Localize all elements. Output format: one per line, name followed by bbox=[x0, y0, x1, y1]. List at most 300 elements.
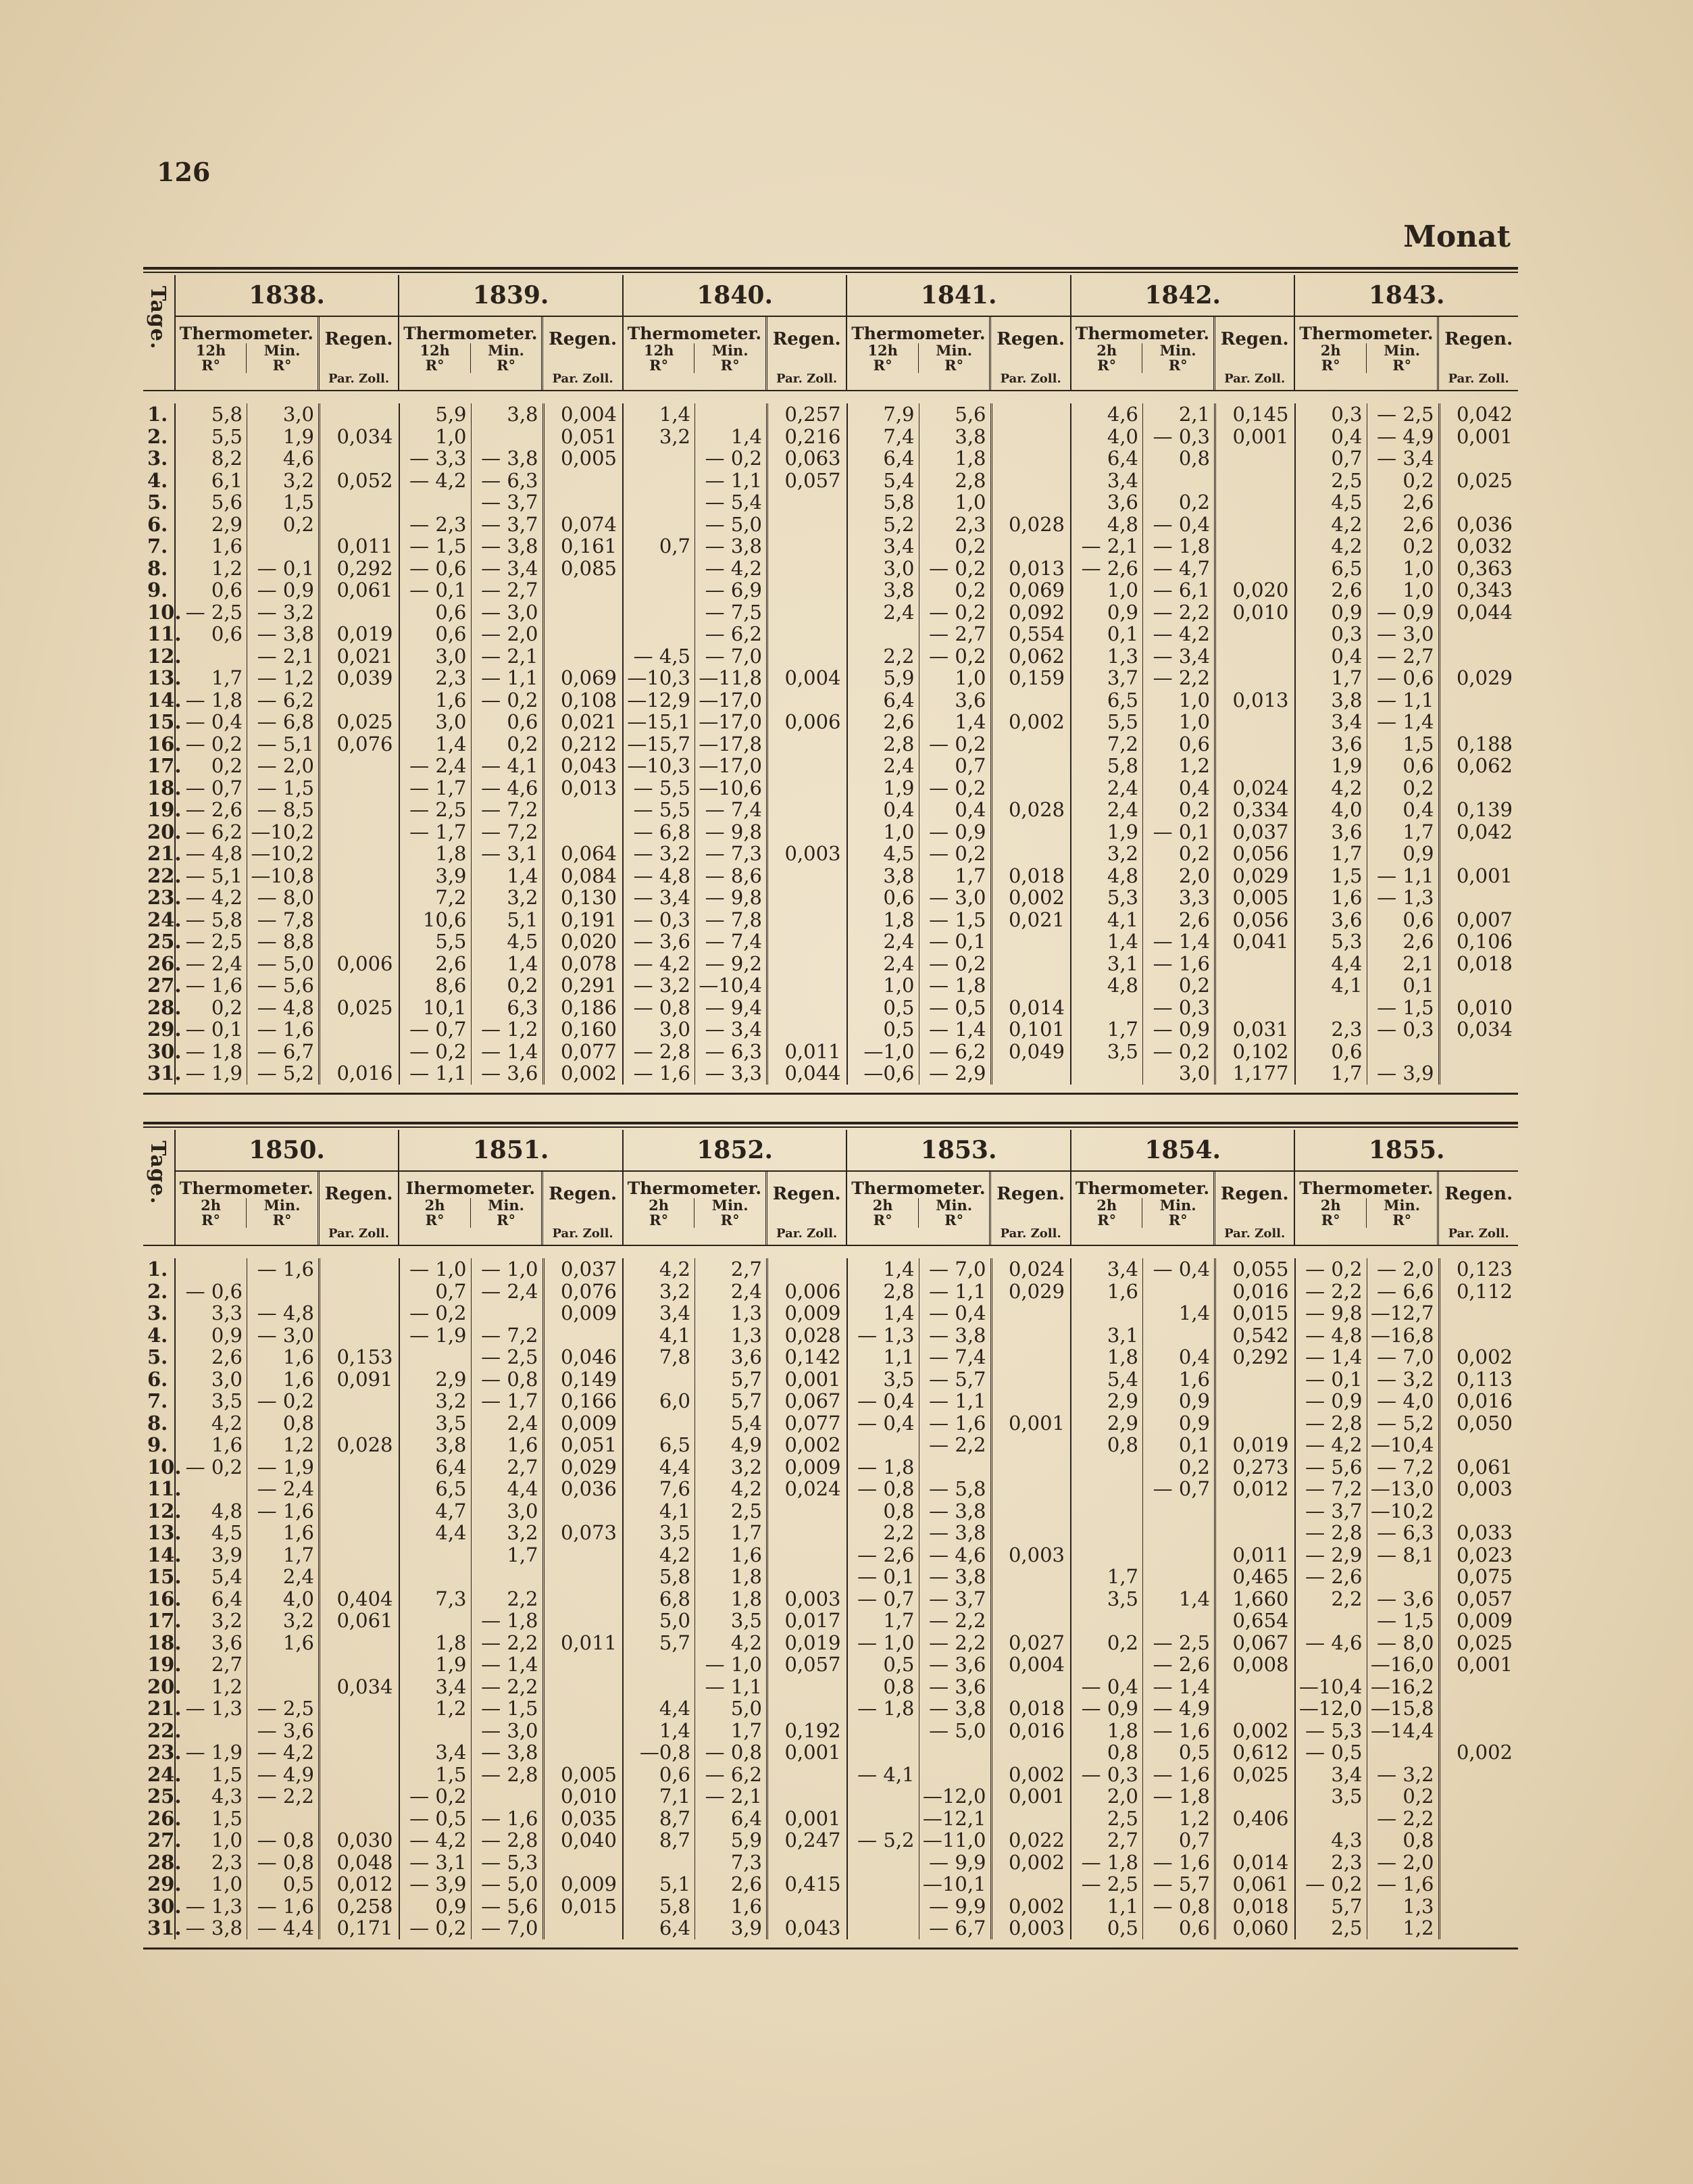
temp-cell: — 2,9 bbox=[1305, 1543, 1363, 1566]
min-cell: 0,1 bbox=[1403, 974, 1434, 997]
temp-cell bbox=[400, 1720, 471, 1742]
temp-cell: 8,7 bbox=[659, 1829, 690, 1852]
regen-cell: 0,034 bbox=[336, 424, 393, 448]
regen-header bbox=[320, 1172, 399, 1245]
min-cell: — 0,2 bbox=[929, 951, 986, 975]
regen-cell: 0,123 bbox=[1456, 1258, 1513, 1281]
year-subheader bbox=[399, 1172, 622, 1245]
min-cell: 0,2 bbox=[1178, 491, 1210, 514]
regen-cell: 0,160 bbox=[560, 1018, 617, 1041]
day-label: 15. bbox=[147, 710, 182, 733]
unit-label: R° bbox=[1321, 1212, 1340, 1228]
temp-cell: 5,5 bbox=[211, 424, 243, 448]
temp-cell bbox=[624, 470, 694, 492]
temp-cell: 3,5 bbox=[659, 1521, 690, 1544]
temp-cell: — 5,5 bbox=[633, 798, 690, 821]
temp-cell: 1,0 bbox=[883, 820, 915, 843]
year-title: 1842. bbox=[1071, 275, 1294, 317]
regen-cell: 0,042 bbox=[1456, 403, 1513, 426]
min-cell: — 6,9 bbox=[705, 578, 762, 601]
min-cell: 1,8 bbox=[955, 447, 986, 470]
hour-label: 2h bbox=[1096, 342, 1117, 359]
temp-cell bbox=[624, 601, 694, 624]
min-cell: 5,4 bbox=[730, 1411, 762, 1435]
min-cell bbox=[472, 426, 542, 448]
temp-cell bbox=[1296, 1610, 1367, 1632]
min-cell: 1,0 bbox=[1403, 578, 1434, 601]
regen-cell bbox=[320, 491, 399, 514]
temp-cell: — 9,8 bbox=[1305, 1301, 1363, 1324]
regen-cell bbox=[545, 470, 623, 492]
temp-cell: — 1,6 bbox=[185, 974, 243, 997]
min-cell: 3,2 bbox=[730, 1455, 762, 1479]
min-cell: 5,6 bbox=[955, 403, 986, 426]
year-title: 1854. bbox=[1071, 1130, 1294, 1172]
min-cell: — 7,3 bbox=[705, 842, 762, 865]
temp-cell bbox=[848, 1741, 919, 1764]
temp-cell: 2,5 bbox=[1107, 1806, 1138, 1830]
regen-cell: 0,046 bbox=[560, 1345, 617, 1368]
temp-cell: 1,4 bbox=[883, 1258, 915, 1281]
min-cell bbox=[1367, 1041, 1438, 1063]
regen-cell: 0,016 bbox=[1232, 1279, 1289, 1303]
thermometer-cols bbox=[1295, 1198, 1437, 1213]
temp-column bbox=[176, 1258, 247, 1939]
min-cell bbox=[1143, 1544, 1214, 1566]
temp-cell: — 5,6 bbox=[1305, 1455, 1363, 1479]
min-cell: —11,0 bbox=[922, 1829, 986, 1852]
min-cell: 1,5 bbox=[1403, 732, 1434, 755]
regen-cell bbox=[545, 1741, 623, 1764]
regen-unit: Par. Zoll. bbox=[552, 1226, 613, 1241]
temp-cell: 4,8 bbox=[1107, 512, 1138, 536]
temp-cell: 0,8 bbox=[1107, 1433, 1138, 1456]
regen-cell: 0,005 bbox=[560, 447, 617, 470]
regen-header bbox=[991, 317, 1070, 390]
min-column bbox=[1142, 403, 1216, 1085]
min-cell: — 0,8 bbox=[481, 1367, 538, 1391]
min-cell: — 0,9 bbox=[929, 820, 986, 843]
min-cell: 0,2 bbox=[1178, 974, 1210, 997]
min-cell: 1,4 bbox=[507, 951, 538, 975]
regen-cell: 0,076 bbox=[560, 1279, 617, 1303]
temp-cell: 2,3 bbox=[211, 1850, 243, 1874]
regen-cell bbox=[1440, 711, 1519, 733]
regen-cell bbox=[545, 601, 623, 624]
min-cell: — 3,7 bbox=[481, 512, 538, 536]
regen-cell bbox=[992, 447, 1071, 470]
min-cell: — 4,0 bbox=[1377, 1389, 1434, 1412]
min-cell: — 5,6 bbox=[481, 1894, 538, 1918]
day-label: 5. bbox=[147, 491, 168, 514]
temp-cell: 3,0 bbox=[435, 710, 467, 733]
regen-cell: 0,003 bbox=[1008, 1543, 1065, 1566]
min-cell: 1,6 bbox=[282, 1367, 314, 1391]
temp-cell bbox=[176, 645, 247, 668]
temp-cell: 4,1 bbox=[1331, 974, 1363, 997]
day-label: 9. bbox=[147, 578, 168, 601]
day-label: 15. bbox=[147, 1565, 182, 1588]
regen-cell bbox=[545, 1544, 623, 1566]
min-cell: 1,2 bbox=[282, 1433, 314, 1456]
regen-cell bbox=[992, 1873, 1071, 1895]
temp-cell bbox=[1296, 997, 1367, 1019]
temp-cell: 1,9 bbox=[883, 776, 915, 799]
min-cell: — 2,1 bbox=[705, 1785, 762, 1808]
min-cell: — 8,6 bbox=[705, 864, 762, 887]
temp-cell: — 1,7 bbox=[409, 776, 467, 799]
regen-cell: 0,029 bbox=[560, 1455, 617, 1479]
regen-cell: 0,005 bbox=[1232, 886, 1289, 909]
regen-cell bbox=[992, 1610, 1071, 1632]
min-cell: — 0,2 bbox=[929, 842, 986, 865]
min-cell: 1,3 bbox=[730, 1301, 762, 1324]
regen-cell: 0,040 bbox=[560, 1829, 617, 1852]
temp-column bbox=[1071, 403, 1142, 1085]
temp-cell: 6,4 bbox=[883, 447, 915, 470]
min-cell: — 4,9 bbox=[1153, 1697, 1210, 1720]
min-cell: 3,9 bbox=[730, 1916, 762, 1939]
temp-cell: — 4,2 bbox=[185, 886, 243, 909]
temp-cell: — 4,2 bbox=[1305, 1433, 1363, 1456]
temp-cell: — 2,2 bbox=[1305, 1279, 1363, 1303]
unit-cols bbox=[1071, 1213, 1213, 1228]
regen-cell bbox=[1216, 1522, 1294, 1544]
temp-cell: 4,8 bbox=[211, 1499, 243, 1522]
temp-cell: 5,9 bbox=[883, 666, 915, 689]
regen-cell: 0,021 bbox=[336, 644, 393, 668]
temp-cell: 4,0 bbox=[1107, 424, 1138, 448]
temp-cell: 3,0 bbox=[435, 644, 467, 668]
regen-cell bbox=[320, 1018, 399, 1041]
temp-cell: 1,8 bbox=[1107, 1718, 1138, 1742]
temp-cell: 5,0 bbox=[659, 1609, 690, 1632]
temp-cell: — 1,9 bbox=[185, 1741, 243, 1764]
regen-cell: 0,062 bbox=[1456, 754, 1513, 777]
regen-cell bbox=[992, 1676, 1071, 1698]
min-cell: — 2,7 bbox=[1377, 644, 1434, 668]
temp-cell: 3,5 bbox=[435, 1411, 467, 1435]
temp-cell: 2,9 bbox=[211, 512, 243, 536]
temp-cell: 6,5 bbox=[1107, 688, 1138, 712]
thermometer-header bbox=[624, 1172, 767, 1245]
regen-cell: 0,001 bbox=[1008, 1785, 1065, 1808]
temp-cell bbox=[1071, 1478, 1142, 1500]
min-cell: 1,4 bbox=[730, 424, 762, 448]
min-label: Min. bbox=[246, 343, 318, 358]
min-cell: — 8,0 bbox=[1377, 1631, 1434, 1654]
temp-cell: — 6,8 bbox=[633, 820, 690, 843]
min-cell: 0,2 bbox=[1178, 842, 1210, 865]
regen-cell: 0,542 bbox=[1232, 1323, 1289, 1347]
regen-cell: 0,048 bbox=[336, 1850, 393, 1874]
regen-cell: 0,009 bbox=[560, 1301, 617, 1324]
regen-cell: 0,067 bbox=[784, 1389, 841, 1412]
temp-cell bbox=[848, 1917, 919, 1939]
regen-cell bbox=[320, 1041, 399, 1063]
regen-cell bbox=[545, 1610, 623, 1632]
regen-cell: 0,039 bbox=[336, 666, 393, 689]
min-cell: — 2,2 bbox=[1153, 666, 1210, 689]
regen-unit: Par. Zoll. bbox=[776, 372, 838, 386]
temp-cell bbox=[624, 579, 694, 601]
regen-column bbox=[1440, 1258, 1519, 1939]
regen-cell: 0,044 bbox=[1456, 600, 1513, 624]
min-cell: — 2,4 bbox=[481, 1279, 538, 1303]
min-cell: — 3,6 bbox=[929, 1653, 986, 1676]
regen-cell: 0,013 bbox=[560, 776, 617, 799]
unit-label: R° bbox=[873, 1212, 892, 1228]
min-cell: — 2,0 bbox=[257, 754, 314, 777]
regen-cell: 0,004 bbox=[784, 666, 841, 689]
bottom-rule bbox=[143, 1093, 1518, 1095]
temp-cell: — 4,8 bbox=[1305, 1323, 1363, 1347]
temp-cell: 1,9 bbox=[1331, 754, 1363, 777]
regen-cell: 0,102 bbox=[1232, 1039, 1289, 1063]
temp-cell: — 0,4 bbox=[185, 710, 243, 733]
regen-cell: 0,002 bbox=[1008, 1850, 1065, 1874]
min-cell: 0,2 bbox=[1178, 1455, 1210, 1479]
regen-cell bbox=[320, 799, 399, 821]
regen-cell bbox=[768, 974, 846, 997]
min-cell: 1,6 bbox=[730, 1543, 762, 1566]
min-cell: — 1,1 bbox=[1377, 688, 1434, 712]
temp-cell bbox=[176, 1720, 247, 1742]
temp-cell: 1,0 bbox=[883, 974, 915, 997]
min-cell: — 5,2 bbox=[1377, 1411, 1434, 1435]
temp-cell: 3,9 bbox=[435, 864, 467, 887]
regen-cell bbox=[320, 689, 399, 712]
temp-cell: 3,3 bbox=[211, 1301, 243, 1324]
min-cell: — 0,7 bbox=[1153, 1477, 1210, 1500]
min-cell: — 2,9 bbox=[929, 1062, 986, 1085]
temp-cell: 4,3 bbox=[211, 1785, 243, 1808]
min-cell: 2,6 bbox=[1403, 930, 1434, 953]
min-cell: — 4,8 bbox=[257, 1301, 314, 1324]
tage-header bbox=[143, 275, 176, 390]
min-cell: — 1,6 bbox=[1153, 1850, 1210, 1874]
thermometer-label: Thermometer. bbox=[179, 324, 313, 343]
day-label: 1. bbox=[147, 1258, 168, 1281]
regen-cell: 0,069 bbox=[1008, 578, 1065, 601]
min-cell: — 1,4 bbox=[929, 1018, 986, 1041]
temp-cell: 3,0 bbox=[883, 556, 915, 580]
min-cell: 2,0 bbox=[1178, 864, 1210, 887]
temp-cell: 0,6 bbox=[883, 886, 915, 909]
year-header bbox=[847, 1130, 1071, 1245]
min-cell: —12,7 bbox=[1370, 1301, 1434, 1324]
year-title: 1839. bbox=[399, 275, 622, 317]
temp-cell: 3,5 bbox=[211, 1389, 243, 1412]
temp-cell bbox=[848, 1808, 919, 1830]
day-label: 10. bbox=[147, 600, 182, 624]
min-cell: 0,7 bbox=[955, 754, 986, 777]
thermometer-label: Thermometer. bbox=[1299, 324, 1434, 343]
regen-cell: 0,019 bbox=[1232, 1433, 1289, 1456]
hour-label: 12h bbox=[195, 342, 226, 359]
temp-cell: 4,4 bbox=[659, 1697, 690, 1720]
min-cell: 0,6 bbox=[1178, 1916, 1210, 1939]
min-cell bbox=[247, 1676, 318, 1698]
regen-cell: 0,247 bbox=[784, 1829, 841, 1852]
regen-cell bbox=[992, 535, 1071, 557]
regen-cell bbox=[320, 1412, 399, 1435]
temp-column bbox=[400, 403, 471, 1085]
min-cell: 3,8 bbox=[955, 424, 986, 448]
regen-cell: 0,166 bbox=[560, 1389, 617, 1412]
regen-cell: 0,106 bbox=[1456, 930, 1513, 953]
regen-cell bbox=[1216, 470, 1294, 492]
min-cell: 1,4 bbox=[1178, 1587, 1210, 1610]
min-cell: — 3,2 bbox=[257, 600, 314, 624]
temp-cell: 2,2 bbox=[883, 1521, 915, 1544]
temp-cell bbox=[848, 1895, 919, 1918]
temp-cell: — 1,8 bbox=[185, 688, 243, 712]
temp-cell: 1,4 bbox=[435, 732, 467, 755]
temp-cell: — 0,2 bbox=[409, 1301, 467, 1324]
min-cell: 0,7 bbox=[1178, 1829, 1210, 1852]
min-cell: — 0,8 bbox=[257, 1829, 314, 1852]
temp-cell: — 2,4 bbox=[185, 951, 243, 975]
temp-cell: 3,0 bbox=[211, 1367, 243, 1391]
min-cell: — 1,6 bbox=[929, 1411, 986, 1435]
regen-cell bbox=[320, 1302, 399, 1324]
tage-header bbox=[143, 1130, 176, 1245]
year-title: 1838. bbox=[176, 275, 399, 317]
unit-label: R° bbox=[201, 357, 221, 374]
temp-cell: 2,3 bbox=[1331, 1850, 1363, 1874]
day-label: 22. bbox=[147, 1718, 182, 1742]
regen-cell: 0,016 bbox=[1456, 1389, 1513, 1412]
regen-cell bbox=[1216, 733, 1294, 755]
temp-cell: — 4,6 bbox=[1305, 1631, 1363, 1654]
temp-cell bbox=[176, 1258, 247, 1281]
regen-label: Regen. bbox=[1220, 1184, 1289, 1204]
min-cell: 0,2 bbox=[955, 535, 986, 557]
temp-cell: 4,7 bbox=[435, 1499, 467, 1522]
min-cell bbox=[695, 403, 766, 426]
regen-cell: 0,192 bbox=[784, 1718, 841, 1742]
temp-cell: 5,7 bbox=[1331, 1894, 1363, 1918]
regen-cell bbox=[1216, 755, 1294, 777]
unit-cols bbox=[176, 358, 318, 373]
regen-cell: 0,212 bbox=[560, 732, 617, 755]
min-cell: — 9,9 bbox=[929, 1894, 986, 1918]
regen-cell bbox=[320, 1764, 399, 1786]
regen-cell bbox=[545, 1697, 623, 1720]
regen-cell: 0,004 bbox=[1008, 1653, 1065, 1676]
temp-cell: 3,5 bbox=[883, 1367, 915, 1391]
regen-cell: 0,002 bbox=[1008, 1762, 1065, 1786]
day-label: 14. bbox=[147, 1543, 182, 1566]
min-cell: 0,2 bbox=[1403, 468, 1434, 492]
min-label: Min. bbox=[246, 1198, 318, 1213]
temp-cell: 5,5 bbox=[1107, 710, 1138, 733]
min-cell: — 2,2 bbox=[257, 1785, 314, 1808]
temp-cell: 4,0 bbox=[1331, 798, 1363, 821]
min-cell: — 1,1 bbox=[929, 1279, 986, 1303]
regen-cell: 0,025 bbox=[336, 995, 393, 1019]
min-cell: — 4,7 bbox=[1153, 556, 1210, 580]
min-cell: — 7,2 bbox=[481, 820, 538, 843]
year-subheader bbox=[176, 317, 399, 390]
temp-cell: 2,6 bbox=[435, 951, 467, 975]
temp-cell: — 3,6 bbox=[633, 930, 690, 953]
min-cell: — 2,0 bbox=[1377, 1850, 1434, 1874]
temp-cell: 0,2 bbox=[211, 995, 243, 1019]
min-cell: — 5,3 bbox=[481, 1850, 538, 1874]
regen-cell: 0,009 bbox=[1456, 1609, 1513, 1632]
day-label: 17. bbox=[147, 1609, 182, 1632]
temp-cell: 4,5 bbox=[211, 1521, 243, 1544]
regen-cell: 0,006 bbox=[784, 1279, 841, 1303]
min-cell: 1,7 bbox=[1403, 820, 1434, 843]
temp-cell: 4,4 bbox=[1331, 951, 1363, 975]
min-cell: — 2,0 bbox=[481, 622, 538, 645]
temp-cell: 1,5 bbox=[435, 1762, 467, 1786]
min-cell: — 7,2 bbox=[1377, 1455, 1434, 1479]
min-cell: — 6,2 bbox=[705, 622, 762, 645]
min-cell: — 5,0 bbox=[929, 1718, 986, 1742]
min-cell: — 6,8 bbox=[257, 710, 314, 733]
regen-header bbox=[1215, 1172, 1294, 1245]
temp-cell: 5,8 bbox=[1107, 754, 1138, 777]
min-cell: — 4,2 bbox=[257, 1741, 314, 1764]
regen-cell: 0,415 bbox=[784, 1872, 841, 1895]
temp-cell: — 3,2 bbox=[633, 974, 690, 997]
temp-cell: 3,8 bbox=[883, 578, 915, 601]
regen-cell bbox=[992, 1741, 1071, 1764]
temp-cell: —12,0 bbox=[1298, 1697, 1363, 1720]
temp-cell: — 1,0 bbox=[857, 1631, 915, 1654]
min-cell: 1,4 bbox=[507, 864, 538, 887]
temp-cell: 3,6 bbox=[1331, 820, 1363, 843]
min-cell: —14,4 bbox=[1370, 1718, 1434, 1742]
regen-cell: 0,025 bbox=[1456, 1631, 1513, 1654]
regen-cell bbox=[320, 1566, 399, 1588]
day-label: 22. bbox=[147, 864, 182, 887]
regen-cell bbox=[545, 491, 623, 514]
min-cell: 3,6 bbox=[730, 1345, 762, 1368]
temp-cell: 3,9 bbox=[211, 1543, 243, 1566]
temp-cell: 0,9 bbox=[1331, 600, 1363, 624]
min-cell: 1,6 bbox=[282, 1521, 314, 1544]
min-cell: 1,6 bbox=[507, 1433, 538, 1456]
min-cell: —10,4 bbox=[1370, 1433, 1434, 1456]
regen-cell: 0,002 bbox=[1008, 886, 1065, 909]
regen-cell bbox=[545, 1720, 623, 1742]
temp-cell: — 0,4 bbox=[857, 1411, 915, 1435]
temp-cell: 0,6 bbox=[659, 1762, 690, 1786]
unit-cols bbox=[1295, 358, 1437, 373]
min-cell: —12,0 bbox=[922, 1785, 986, 1808]
min-cell: — 9,4 bbox=[705, 995, 762, 1019]
temp-cell: — 1,9 bbox=[185, 1062, 243, 1085]
min-cell: — 3,2 bbox=[1377, 1367, 1434, 1391]
temp-cell: 3,0 bbox=[659, 1018, 690, 1041]
min-cell: — 1,7 bbox=[481, 1389, 538, 1412]
temp-cell bbox=[1071, 1544, 1142, 1566]
min-cell: —13,0 bbox=[1370, 1477, 1434, 1500]
temp-cell bbox=[624, 491, 694, 514]
min-cell: —17,0 bbox=[699, 710, 762, 733]
thermometer-cols bbox=[624, 343, 765, 358]
min-cell: — 3,8 bbox=[257, 622, 314, 645]
min-cell: — 1,5 bbox=[257, 776, 314, 799]
temp-cell: 1,7 bbox=[211, 666, 243, 689]
regen-label: Regen. bbox=[324, 1184, 393, 1204]
unit-label: R° bbox=[1366, 358, 1438, 373]
